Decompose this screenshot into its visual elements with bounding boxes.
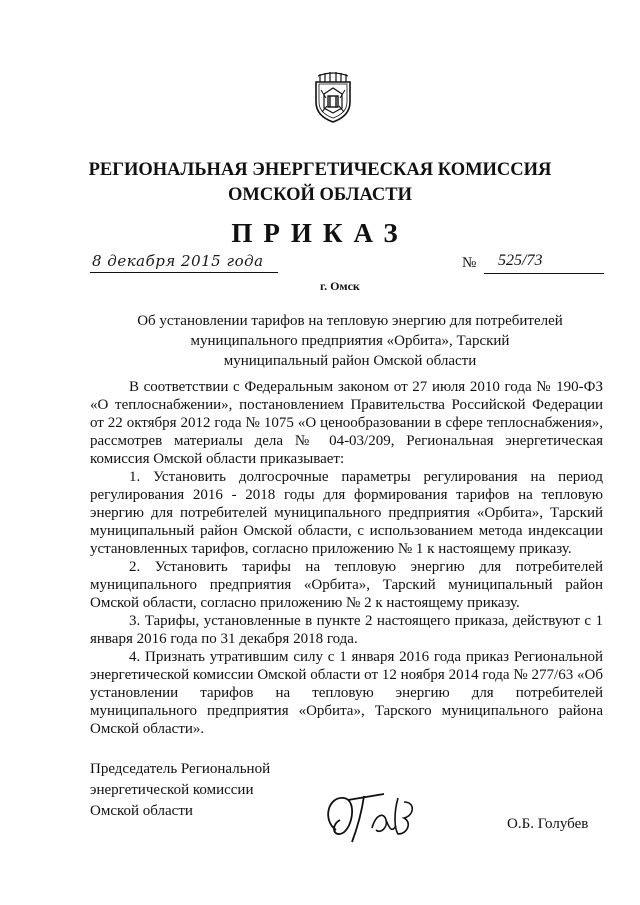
subject-line: муниципальный район Омской области <box>223 353 477 369</box>
date-handwritten: 8 декабря 2015 года <box>92 252 264 270</box>
clause-2-paragraph: 2. Установить тарифы на тепловую энергию для потребителей муниципального предприятия «Орбита», Тарский муниципальный район Омской области, согласно приложению № 2 к настоящему приказу. <box>90 559 603 611</box>
position-line: Председатель Региональной <box>90 761 271 777</box>
handwritten-signature <box>318 790 438 848</box>
preamble-paragraph: В соответствии с Федеральным законом от 27 июля 2010 года № 190-ФЗ «О теплоснабжении», постановлением Правительства Российской Федерации от 22 октября 2012 года № 1075 «О ценообразовании в сфере теплоснабжения», рассмотрев материалы дела № 04-03/209, Региональная энергетическая комиссия Омской области приказывает: <box>90 379 603 467</box>
number-label: № <box>462 255 477 271</box>
clause-4-paragraph: 4. Признать утратившим силу с 1 января 2016 года приказ Региональной энергетической комиссии Омской области от 12 ноября 2014 года № 277/63 «Об установлении тарифов на тепловую энергию для потребителей муниципального предприятия «Орбита», Тарского муниципального района Омской области». <box>90 649 603 737</box>
number-handwritten: 525/73 <box>498 252 543 269</box>
document-subject <box>100 311 600 371</box>
position-line: Омской области <box>90 803 193 819</box>
coat-of-arms-icon <box>312 72 354 124</box>
signatory-name: О.Б. Голубев <box>507 816 589 832</box>
signatory-position <box>90 759 270 822</box>
subject-line: Об установлении тарифов на тепловую энергию для потребителей <box>137 313 563 329</box>
clause-1-paragraph: 1. Установить долгосрочные параметры регулирования на период регулирования 2016 - 2018 годы для формирования тарифов на тепловую энергию для потребителей муниципального предприятия «Орбита», Тарский муниципальный район Омской области, с использованием метода индексации установленных тарифов, согласно приложению № 1 к настоящему приказу. <box>90 469 603 557</box>
city-label: г. Омск <box>320 279 360 293</box>
organization-name-line2: ОМСКОЙ ОБЛАСТИ <box>227 185 413 205</box>
number-underline <box>484 273 604 274</box>
subject-line: муниципального предприятия «Орбита», Тарский <box>190 333 510 349</box>
date-underline <box>90 272 278 273</box>
position-line: энергетической комиссии <box>90 782 254 798</box>
document-body <box>90 378 603 738</box>
document-type-title: ПРИКАЗ <box>231 218 409 248</box>
clause-3-paragraph: 3. Тарифы, установленные в пункте 2 настоящего приказа, действуют с 1 января 2016 года по 31 декабря 2018 года. <box>90 613 603 647</box>
organization-name-line1: РЕГИОНАЛЬНАЯ ЭНЕРГЕТИЧЕСКАЯ КОМИССИЯ <box>88 160 552 180</box>
